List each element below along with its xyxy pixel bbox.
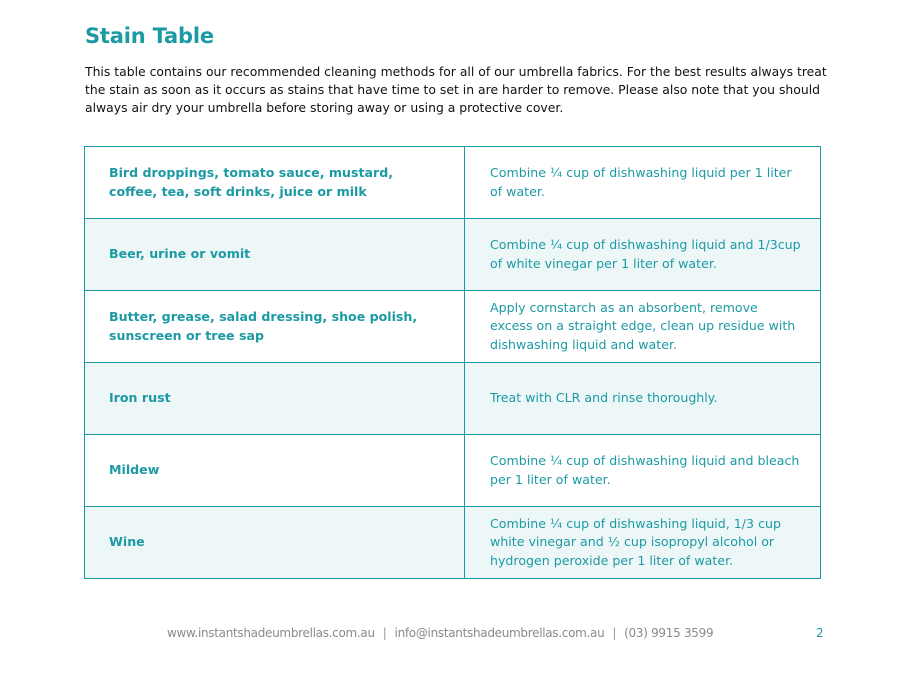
table-row: [85, 435, 821, 507]
table-row: [85, 507, 821, 579]
method-cell: Combine ¼ cup of dishwashing liquid and bleach per 1 liter of water.: [465, 435, 821, 507]
table-row: [85, 219, 821, 291]
footer-website-link[interactable]: www.instantshadeumbrellas.com.au: [167, 626, 375, 640]
page-title: Stain Table: [85, 24, 214, 48]
stain-cell: Iron rust: [85, 363, 465, 435]
stain-cell: Wine: [85, 507, 465, 579]
table-row: [85, 291, 821, 363]
method-cell: Apply cornstarch as an absorbent, remove excess on a straight edge, clean up residue with dishwashing liquid and water.: [465, 291, 821, 363]
method-cell: Combine ¼ cup of dishwashing liquid and 1/3cup of white vinegar per 1 liter of water.: [465, 219, 821, 291]
footer-phone: (03) 9915 3599: [624, 626, 714, 640]
table-row: [85, 147, 821, 219]
footer-separator: |: [612, 626, 617, 640]
method-cell: Combine ¼ cup of dishwashing liquid, 1/3 cup white vinegar and ½ cup isopropyl alcohol or hydrogen peroxide per 1 liter of water.: [465, 507, 821, 579]
stain-cell: Butter, grease, salad dressing, shoe polish, sunscreen or tree sap: [85, 291, 465, 363]
page-number: 2: [816, 626, 824, 640]
method-cell: Combine ¼ cup of dishwashing liquid per 1 liter of water.: [465, 147, 821, 219]
stain-cell: Bird droppings, tomato sauce, mustard, coffee, tea, soft drinks, juice or milk: [85, 147, 465, 219]
footer-contact: [167, 626, 713, 640]
stain-table: [84, 146, 821, 579]
footer-email-link[interactable]: info@instantshadeumbrellas.com.au: [394, 626, 605, 640]
intro-paragraph: This table contains our recommended cleaning methods for all of our umbrella fabrics. For the best results always treat the stain as soon as it occurs as stains that have time to set in are harder to remove. Please also note that you should always air dry your umbrella before storing away or using a protective cover.: [85, 64, 827, 115]
stain-cell: Mildew: [85, 435, 465, 507]
method-cell: Treat with CLR and rinse thoroughly.: [465, 363, 821, 435]
stain-cell: Beer, urine or vomit: [85, 219, 465, 291]
table-row: [85, 363, 821, 435]
footer-separator: |: [382, 626, 387, 640]
